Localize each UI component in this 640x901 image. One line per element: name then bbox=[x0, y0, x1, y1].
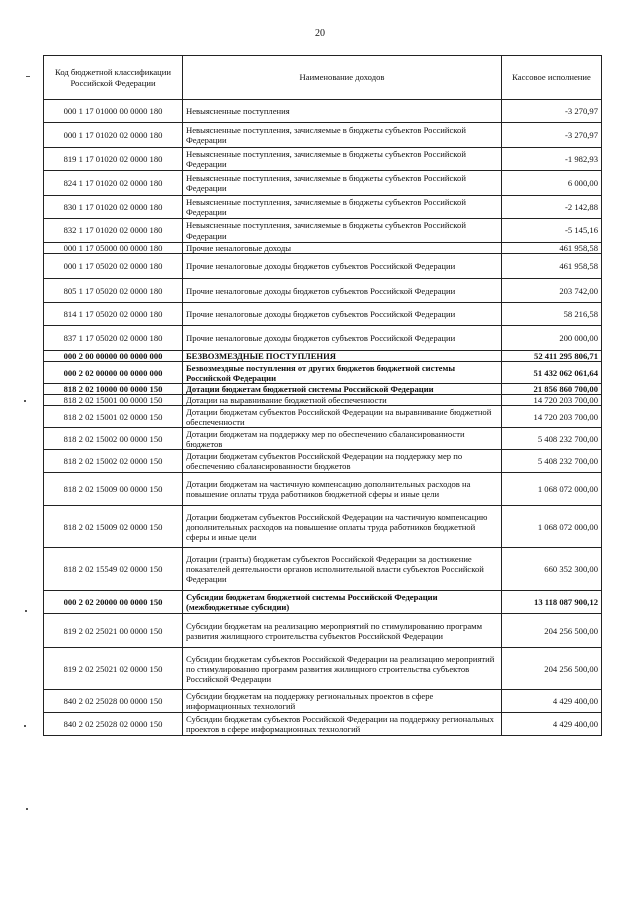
table-row bbox=[44, 690, 602, 713]
row-name: Прочие неналоговые доходы бюджетов субъектов Российской Федерации bbox=[183, 326, 502, 351]
scan-mark bbox=[24, 725, 26, 727]
row-name: БЕЗВОЗМЕЗДНЫЕ ПОСТУПЛЕНИЯ bbox=[183, 351, 502, 362]
header-name: Наименование доходов bbox=[183, 56, 502, 100]
row-code: 000 2 02 20000 00 0000 150 bbox=[44, 591, 183, 614]
row-name: Прочие неналоговые доходы бюджетов субъектов Российской Федерации bbox=[183, 254, 502, 279]
table-row bbox=[44, 326, 602, 351]
row-name: Дотации (гранты) бюджетам субъектов Российской Федерации за достижение показателей деятельности органов исполнительной власти субъектов Российской Федерации bbox=[183, 548, 502, 591]
row-amount: 5 408 232 700,00 bbox=[502, 450, 602, 473]
row-code: 000 2 02 00000 00 0000 000 bbox=[44, 362, 183, 384]
row-amount: 4 429 400,00 bbox=[502, 690, 602, 713]
row-amount: 204 256 500,00 bbox=[502, 614, 602, 648]
row-amount: 51 432 062 061,64 bbox=[502, 362, 602, 384]
table-row bbox=[44, 279, 602, 303]
row-code: 000 1 17 05020 02 0000 180 bbox=[44, 254, 183, 279]
row-code: 818 2 02 15002 02 0000 150 bbox=[44, 450, 183, 473]
table-row bbox=[44, 303, 602, 326]
row-code: 818 2 02 10000 00 0000 150 bbox=[44, 384, 183, 395]
row-name: Дотации бюджетам на частичную компенсацию дополнительных расходов на повышение оплаты труда работников бюджетной сферы и иные цели bbox=[183, 473, 502, 506]
table-row bbox=[44, 648, 602, 690]
scan-mark bbox=[26, 808, 28, 810]
table-row bbox=[44, 614, 602, 648]
table-row bbox=[44, 123, 602, 148]
row-name: Субсидии бюджетам на поддержку региональных проектов в сфере информационных технологий bbox=[183, 690, 502, 713]
scan-mark bbox=[25, 610, 27, 612]
table-row bbox=[44, 100, 602, 123]
scan-mark bbox=[26, 76, 30, 77]
row-name: Дотации бюджетам на поддержку мер по обеспечению сбалансированности бюджетов bbox=[183, 428, 502, 450]
row-amount: 58 216,58 bbox=[502, 303, 602, 326]
table-row bbox=[44, 506, 602, 548]
row-name: Невыясненные поступления, зачисляемые в бюджеты субъектов Российской Федерации bbox=[183, 196, 502, 219]
row-amount: 4 429 400,00 bbox=[502, 713, 602, 736]
row-amount: 5 408 232 700,00 bbox=[502, 428, 602, 450]
table-row bbox=[44, 548, 602, 591]
row-name: Дотации бюджетам бюджетной системы Российской Федерации bbox=[183, 384, 502, 395]
row-code: 818 2 02 15009 00 0000 150 bbox=[44, 473, 183, 506]
row-name: Дотации бюджетам субъектов Российской Федерации на частичную компенсацию дополнительных расходов на повышение оплаты труда работников бюджетной сферы и иные цели bbox=[183, 506, 502, 548]
row-amount: 203 742,00 bbox=[502, 279, 602, 303]
row-name: Невыясненные поступления, зачисляемые в бюджеты субъектов Российской Федерации bbox=[183, 123, 502, 148]
row-code: 818 2 02 15001 02 0000 150 bbox=[44, 406, 183, 428]
row-amount: 6 000,00 bbox=[502, 171, 602, 196]
row-code: 000 2 00 00000 00 0000 000 bbox=[44, 351, 183, 362]
row-amount: -1 982,93 bbox=[502, 148, 602, 171]
row-amount: 13 118 087 900,12 bbox=[502, 591, 602, 614]
row-code: 000 1 17 05000 00 0000 180 bbox=[44, 243, 183, 254]
row-name: Субсидии бюджетам на реализацию мероприятий по стимулированию программ развития жилищного строительства субъектов Российской Федерации bbox=[183, 614, 502, 648]
table-row bbox=[44, 450, 602, 473]
row-code: 840 2 02 25028 00 0000 150 bbox=[44, 690, 183, 713]
row-amount: -2 142,88 bbox=[502, 196, 602, 219]
row-name: Дотации бюджетам субъектов Российской Федерации на поддержку мер по обеспечению сбалансированности бюджетов bbox=[183, 450, 502, 473]
table-row bbox=[44, 243, 602, 254]
row-code: 819 1 17 01020 02 0000 180 bbox=[44, 148, 183, 171]
row-amount: 52 411 295 806,71 bbox=[502, 351, 602, 362]
scan-mark bbox=[24, 400, 26, 402]
row-name: Субсидии бюджетам бюджетной системы Российской Федерации (межбюджетные субсидии) bbox=[183, 591, 502, 614]
row-amount: 14 720 203 700,00 bbox=[502, 406, 602, 428]
table-header-row bbox=[44, 56, 602, 100]
table-row bbox=[44, 395, 602, 406]
row-code: 818 2 02 15001 00 0000 150 bbox=[44, 395, 183, 406]
row-name: Субсидии бюджетам субъектов Российской Федерации на реализацию мероприятий по стимулированию программ развития жилищного строительства субъектов Российской Федерации bbox=[183, 648, 502, 690]
row-code: 818 2 02 15549 02 0000 150 bbox=[44, 548, 183, 591]
row-amount: -3 270,97 bbox=[502, 100, 602, 123]
table-row bbox=[44, 428, 602, 450]
row-name: Прочие неналоговые доходы бюджетов субъектов Российской Федерации bbox=[183, 303, 502, 326]
row-name: Невыясненные поступления, зачисляемые в бюджеты субъектов Российской Федерации bbox=[183, 171, 502, 196]
row-amount: 1 068 072 000,00 bbox=[502, 506, 602, 548]
table-row bbox=[44, 171, 602, 196]
table-row bbox=[44, 713, 602, 736]
table-row bbox=[44, 406, 602, 428]
table-body bbox=[44, 100, 602, 736]
row-code: 837 1 17 05020 02 0000 180 bbox=[44, 326, 183, 351]
row-code: 000 1 17 01000 00 0000 180 bbox=[44, 100, 183, 123]
row-code: 814 1 17 05020 02 0000 180 bbox=[44, 303, 183, 326]
table-row bbox=[44, 219, 602, 243]
row-name: Прочие неналоговые доходы бюджетов субъектов Российской Федерации bbox=[183, 279, 502, 303]
row-amount: -5 145,16 bbox=[502, 219, 602, 243]
row-code: 000 1 17 01020 02 0000 180 bbox=[44, 123, 183, 148]
row-code: 805 1 17 05020 02 0000 180 bbox=[44, 279, 183, 303]
row-name: Невыясненные поступления, зачисляемые в бюджеты субъектов Российской Федерации bbox=[183, 148, 502, 171]
row-name: Дотации бюджетам субъектов Российской Федерации на выравнивание бюджетной обеспеченности bbox=[183, 406, 502, 428]
row-code: 818 2 02 15002 00 0000 150 bbox=[44, 428, 183, 450]
row-code: 818 2 02 15009 02 0000 150 bbox=[44, 506, 183, 548]
table-row bbox=[44, 351, 602, 362]
row-code: 819 2 02 25021 02 0000 150 bbox=[44, 648, 183, 690]
row-amount: -3 270,97 bbox=[502, 123, 602, 148]
row-code: 840 2 02 25028 02 0000 150 bbox=[44, 713, 183, 736]
row-name: Безвозмездные поступления от других бюджетов бюджетной системы Российской Федерации bbox=[183, 362, 502, 384]
row-amount: 660 352 300,00 bbox=[502, 548, 602, 591]
row-amount: 461 958,58 bbox=[502, 243, 602, 254]
table-row bbox=[44, 254, 602, 279]
table-row bbox=[44, 362, 602, 384]
table-row bbox=[44, 473, 602, 506]
row-name: Прочие неналоговые доходы bbox=[183, 243, 502, 254]
header-code: Код бюджетной классификации Российской Федерации bbox=[44, 56, 183, 100]
table-row bbox=[44, 384, 602, 395]
row-name: Субсидии бюджетам субъектов Российской Федерации на поддержку региональных проектов в сфере информационных технологий bbox=[183, 713, 502, 736]
header-amount: Кассовое исполнение bbox=[502, 56, 602, 100]
row-name: Дотации на выравнивание бюджетной обеспеченности bbox=[183, 395, 502, 406]
table-row bbox=[44, 196, 602, 219]
row-amount: 1 068 072 000,00 bbox=[502, 473, 602, 506]
row-code: 824 1 17 01020 02 0000 180 bbox=[44, 171, 183, 196]
row-name: Невыясненные поступления bbox=[183, 100, 502, 123]
row-code: 819 2 02 25021 00 0000 150 bbox=[44, 614, 183, 648]
row-amount: 200 000,00 bbox=[502, 326, 602, 351]
table-row bbox=[44, 591, 602, 614]
row-code: 830 1 17 01020 02 0000 180 bbox=[44, 196, 183, 219]
row-amount: 461 958,58 bbox=[502, 254, 602, 279]
income-table bbox=[43, 55, 602, 736]
row-code: 832 1 17 01020 02 0000 180 bbox=[44, 219, 183, 243]
row-amount: 204 256 500,00 bbox=[502, 648, 602, 690]
row-name: Невыясненные поступления, зачисляемые в бюджеты субъектов Российской Федерации bbox=[183, 219, 502, 243]
row-amount: 21 856 860 700,00 bbox=[502, 384, 602, 395]
row-amount: 14 720 203 700,00 bbox=[502, 395, 602, 406]
page-number: 20 bbox=[315, 28, 325, 39]
table-row bbox=[44, 148, 602, 171]
